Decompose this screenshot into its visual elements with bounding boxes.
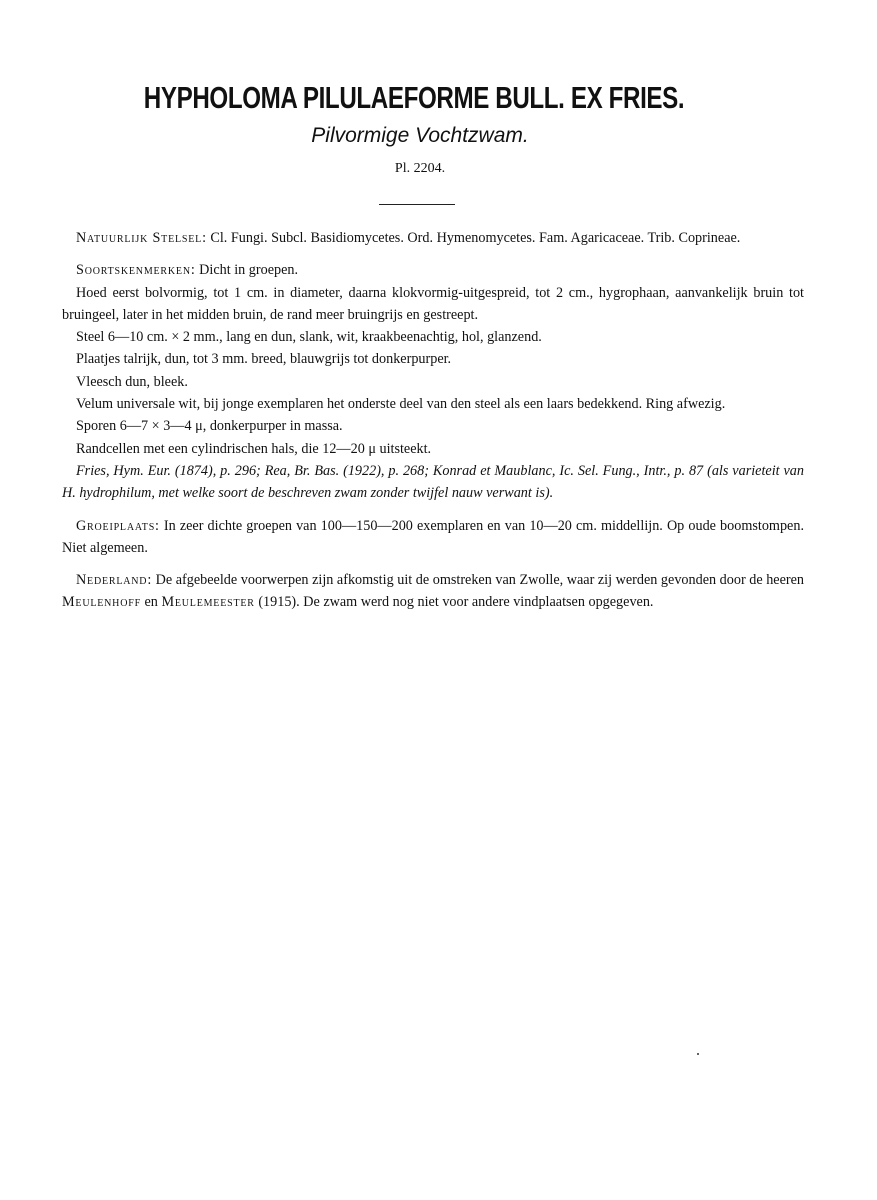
- soortskenmerken-paragraph: [62, 259, 804, 281]
- section-label-soortskenmerken: Soortskenmerken:: [76, 262, 196, 279]
- nederland-text-3: (1915). De zwam werd nog niet voor andere vindplaatsen opgegeven.: [254, 594, 654, 611]
- section-label-stelsel: Natuurlijk Stelsel:: [76, 230, 207, 246]
- literature-paragraph: Fries, Hym. Eur. (1874), p. 296; Rea, Br. Bas. (1922), p. 268; Konrad et Maublanc, Ic. Sel. Fung., Intr., p. 87 (als varieteit van H. hydrophilum, met welke soort de beschreven zwam zonder twijfel nauw verwant is).: [62, 462, 804, 502]
- stelsel-paragraph: [62, 227, 804, 249]
- nederland-text-2: en: [140, 594, 162, 611]
- steel-paragraph: Steel 6—10 cm. × 2 mm., lang en dun, slank, wit, kraakbeenachtig, hol, glanzend.: [76, 329, 542, 346]
- title-divider: [379, 204, 455, 205]
- sporen-paragraph: Sporen 6—7 × 3—4 μ, donkerpurper in massa.: [76, 418, 343, 435]
- page-subtitle: Pilvormige Vochtzwam.: [311, 124, 529, 147]
- randcellen-paragraph: Randcellen met een cylindrischen hals, die 12—20 μ uitsteekt.: [76, 440, 432, 457]
- document-body: [62, 227, 804, 614]
- nederland-text-1: De afgebeelde voorwerpen zijn afkomstig uit de omstreken van Zwolle, waar zij werden gevonden door de heeren: [152, 572, 804, 589]
- person-name-meulemeester: Meulemeester: [161, 594, 255, 611]
- plate-number: Pl. 2204.: [394, 161, 446, 176]
- hoed-paragraph: Hoed eerst bolvormig, tot 1 cm. in diameter, daarna klokvormig-uitgespreid, tot 2 cm., hygrophaan, aanvankelijk bruin tot bruingeel, later in het midden bruin, de rand meer bruingrijs en gestreept.: [62, 284, 804, 323]
- nederland-paragraph: [62, 569, 804, 614]
- section-label-groeiplaats: Groeiplaats:: [76, 517, 160, 534]
- stelsel-text: Cl. Fungi. Subcl. Basidiomycetes. Ord. Hymenomycetes. Fam. Agaricaceae. Trib. Coprineae.: [206, 230, 741, 246]
- velum-paragraph: Velum universale wit, bij jonge exemplaren het onderste deel van den steel als een laars bedekkend. Ring afwezig.: [76, 396, 726, 413]
- stray-mark: [697, 1053, 699, 1055]
- section-label-nederland: Nederland:: [76, 572, 153, 589]
- groeiplaats-paragraph: [62, 515, 804, 560]
- vleesch-paragraph: Vleesch dun, bleek.: [76, 373, 188, 390]
- page-title: HYPHOLOMA PILULAEFORME BULL. EX FRIES.: [143, 80, 685, 115]
- person-name-meulenhoff: Meulenhoff: [62, 594, 141, 611]
- groeiplaats-text: In zeer dichte groepen van 100—150—200 exemplaren en van 10—20 cm. middellijn. Op oude boomstompen. Niet algemeen.: [62, 517, 804, 556]
- soortskenmerken-text: Dicht in groepen.: [195, 262, 299, 279]
- plaatjes-paragraph: Plaatjes talrijk, dun, tot 3 mm. breed, blauwgrijs tot donkerpurper.: [76, 351, 452, 368]
